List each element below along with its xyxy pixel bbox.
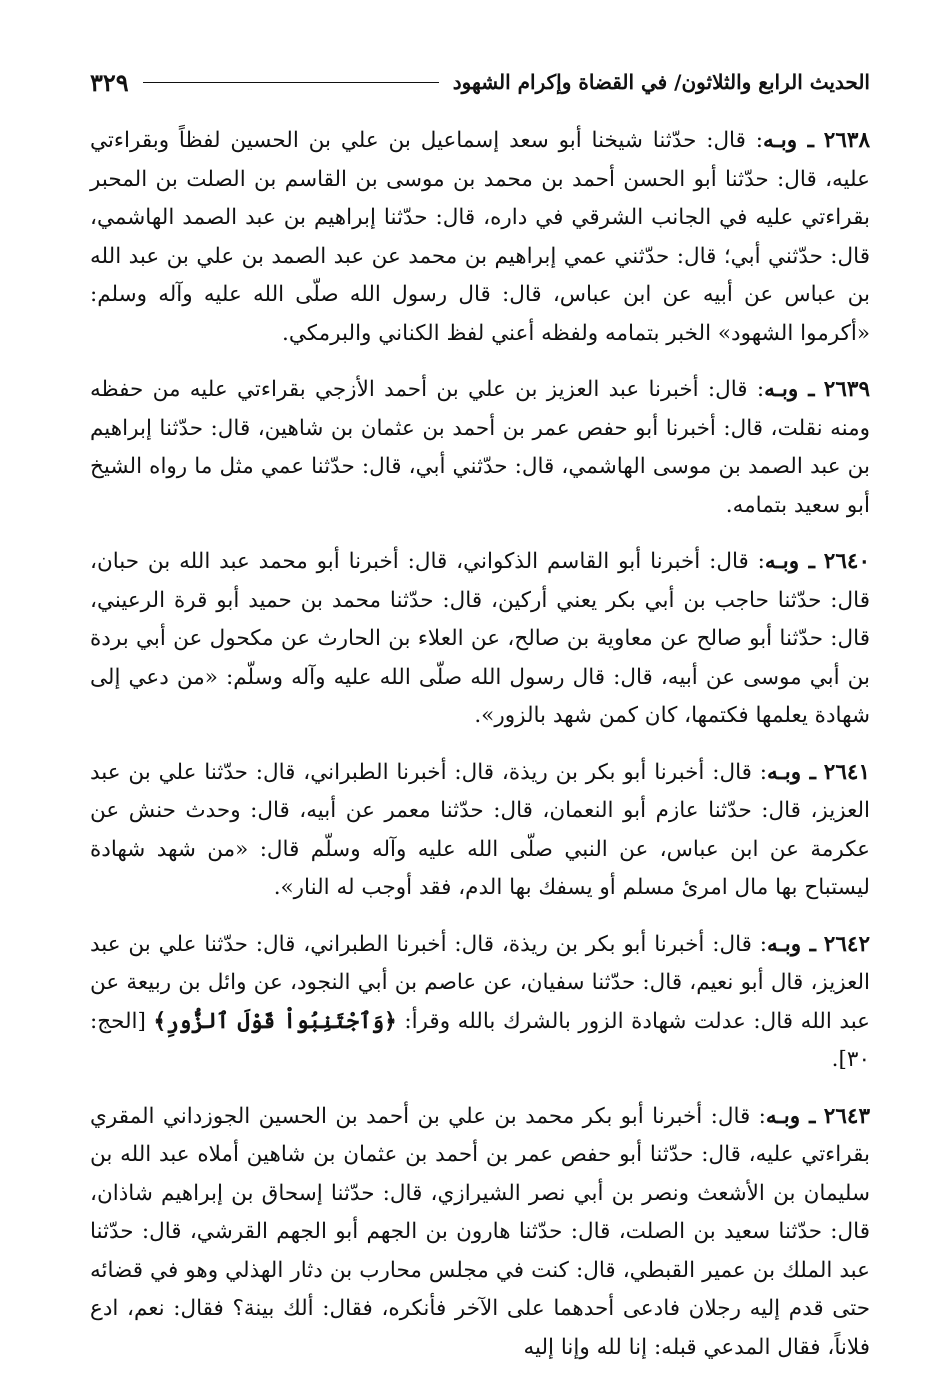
quran-verse: ﴿وَٱجْتَنِبُواْ قَوْلَ ٱلزُّورِ﴾	[153, 1008, 397, 1034]
hadith-number: ٢٦٤٣	[823, 1103, 870, 1129]
hadith-text: : قال: حدّثنا شيخنا أبو سعد إسماعيل بن علي بن الحسين لفظاً وبقراءتي عليه، قال: حدّثنا أبو الحسن أحمد بن محمد بن موسى بن القاسم بن الصلت بن المحبر بقراءتي عليه في الجانب الشرقي في داره، قال: حدّثنا إبراهيم بن عبد الصمد الهاشمي، قال: حدّثني أبي؛ قال: حدّثني عمي إبراهيم بن محمد عن عبد الصمد بن علي بن عبد الله بن عباس عن أبيه عن ابن عباس، قال: قال رسول الله صلّى الله عليه وآله وسلم: «أكرموا الشهود» الخبر بتمامه ولفظه أعني لفظ الكناني والبرمكي.	[90, 128, 870, 346]
verse-reference: [الحج: ٣٠].	[90, 1008, 870, 1072]
hadith-marker: ـ وبـه	[762, 128, 814, 153]
hadith-number: ٢٦٤٠	[823, 549, 870, 574]
hadith-marker: ـ وبـه	[764, 549, 815, 574]
hadith-paragraph	[90, 1098, 870, 1368]
hadith-text: : قال: أخبرنا أبو القاسم الذكواني، قال: أخبرنا أبو محمد عبد الله بن حبان، قال: حدّثنا حاجب بن أبي بكر يعني أركين، قال: حدّثنا محمد بن حميد أبو قرة الرعيني، قال: حدّثنا أبو صالح عن معاوية بن صالح، عن العلاء بن الحارث عن مكحول عن أبي بردة بن أبي موسى عن أبيه، قال: قال رسول الله صلّى الله عليه وآله وسلّم: «من دعي إلى شهادة يعلمها فكتمها، كان كمن شهد بالزور».	[90, 549, 870, 728]
hadith-paragraph	[90, 122, 870, 353]
hadith-text: : قال: أخبرنا أبو بكر بن ريذة، قال: أخبرنا الطبراني، قال: حدّثنا علي بن عبد العزيز، قال أبو نعيم، قال: حدّثنا سفيان، عن عاصم بن أبي النجود، عن وائل بن ربيعة عن عبد الله قال: عدلت شهادة الزور بالشرك بالله وقرأ:	[90, 931, 871, 1034]
hadith-paragraph	[90, 371, 870, 525]
hadith-number: ٢٦٣٨	[823, 128, 870, 153]
book-page	[90, 62, 870, 1362]
hadith-marker: ـ وبـه	[764, 377, 815, 402]
hadith-text: : قال: أخبرنا عبد العزيز بن علي بن أحمد الأزجي بقراءتي عليه من حفظه ومنه نقلت، قال: أخبرنا أبو حفص عمر بن أحمد بن عثمان بن شاهين، قال: حدّثنا إبراهيم بن عبد الصمد بن موسى الهاشمي، قال: حدّثني أبي، قال: حدّثنا عمي مثل ما رواه الشيخ أبو سعيد بتمامه.	[90, 377, 870, 518]
hadith-marker: ـ وبـه	[766, 931, 816, 957]
hadith-text: : قال: أخبرنا أبو بكر محمد بن علي بن أحمد بن الحسين الجوزداني المقري بقراءتي عليه، قال: حدّثنا أبو حفص عمر بن أحمد بن عثمان بن شاهين أملاه عبد الله بن سليمان بن الأشعث ونصر بن أبي نصر الشيرازي، قال: حدّثنا إسحاق بن إبراهيم شاذان، قال: حدّثنا سعيد بن الصلت، قال: حدّثنا هارون بن الجهم أبو الجهم القرشي، قال: حدّثنا عبد الملك بن عمير القبطي، قال: كنت في مجلس محارب بن دثار الهذلي وهو في قضائه حتى قدم إليه رجلان فادعى أحدهما على الآخر فأنكره، فقال: ألك بينة؟ فقال: نعم، ادع فلاناً، فقال المدعي قبله: إنا لله وإنا إليه	[90, 1103, 870, 1360]
hadith-paragraph	[90, 543, 870, 736]
hadith-text: : قال: أخبرنا أبو بكر بن ريذة، قال: أخبرنا الطبراني، قال: حدّثنا علي بن عبد العزيز، قال: حدّثنا عازم أبو النعمان، قال: حدّثنا معمر عن أبيه، قال: وحدث حنش عن عكرمة عن ابن عباس، عن النبي صلّى الله عليه وآله وسلّم قال: «من شهد شهادة ليستباح بها مال امرئ مسلم أو يسفك بها الدم، فقد أوجب له النار».	[90, 759, 870, 900]
header-rule	[143, 82, 439, 83]
hadith-marker: ـ وبـه	[765, 1103, 816, 1129]
page-header	[90, 62, 870, 102]
hadith-number: ٢٦٤٢	[823, 931, 870, 957]
hadith-number: ٢٦٣٩	[823, 377, 870, 402]
hadith-paragraph	[90, 754, 870, 908]
running-title: الحديث الرابع والثلاثون/ في القضاة وإكرام الشهود	[452, 70, 870, 94]
page-number: ٣٢٩	[90, 67, 129, 97]
hadith-number: ٢٦٤١	[823, 759, 870, 785]
hadith-paragraph	[90, 926, 870, 1080]
hadith-marker: ـ وبـه	[766, 759, 816, 785]
